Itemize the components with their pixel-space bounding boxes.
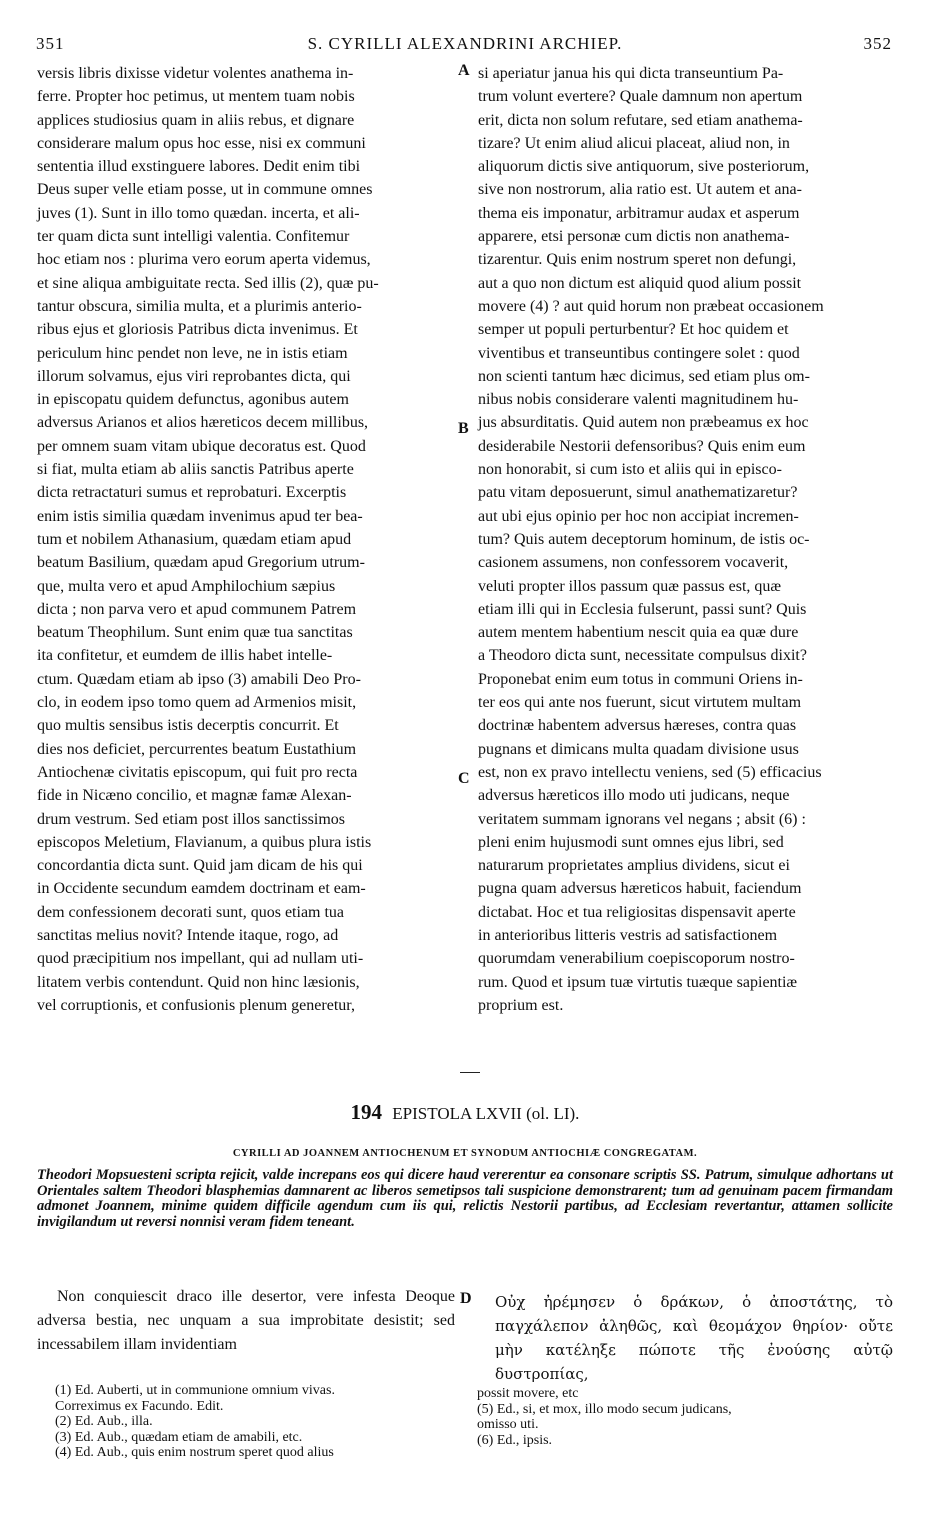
epistle-subtitle: CYRILLI AD JOANNEM ANTIOCHENUM ET SYNODUM ANTIOCHIÆ CONGREGATAM. [232, 1148, 698, 1159]
text-line: dies nos deficiet, percurrentes beatum Eustathium [37, 740, 357, 758]
text-line: juves (1). Sunt in illo tomo quædan. incerta, et ali- [37, 204, 360, 222]
text-line: ita confitetur, et eumdem de illis habet intelle- [37, 647, 333, 665]
footnote: (3) Ed. Aub., quædam etiam de amabili, etc. [55, 1429, 303, 1445]
text-line: Deus super velle etiam posse, ut in commune omnes [37, 181, 373, 199]
text-line: tum? Quis autem deceptorum hominum, de istis oc- [478, 530, 810, 548]
footnote: (1) Ed. Auberti, ut in communione omnium vivas. [55, 1383, 335, 1398]
text-line: aut ubi ejus opinio per hoc non accipiat incremen- [478, 507, 799, 525]
text-line: quorumdam venerabilium coepiscoporum nostro- [478, 950, 795, 968]
text-line: in Occidente secundum eamdem doctrinam et eam- [37, 880, 366, 898]
text-line: sententia illud exstinguere labores. Dedit enim tibi [37, 158, 361, 176]
text-line: dicta retractaturi sumus et reprobaturi. Excerptis [37, 484, 347, 502]
section-divider [460, 1072, 480, 1073]
page-number-left: 351 [36, 34, 65, 53]
text-line: pugnans et dimicans multa quadam divisione usus [478, 740, 799, 758]
footnotes-left [55, 1383, 465, 1461]
epistle-heading [0, 1100, 930, 1125]
text-line: non scienti tantum hæc dicimus, sed etiam plus om- [478, 367, 810, 385]
footnote: (2) Ed. Aub., illa. [55, 1414, 153, 1429]
text-line: in episcopatu quidem defunctus, agonibus autem [37, 391, 349, 409]
text-line: beatum Theophilum. Sunt enim quæ tua sanctitas [37, 624, 353, 642]
text-line: fide in Nicæno concilio, et magnæ famæ Alexan- [37, 787, 352, 805]
text-line: movere (4) ? aut quid horum non præbeat occasionem [478, 297, 824, 315]
latin-text [37, 1285, 455, 1357]
text-line: apparere, etsi personæ cum dictis non anathema- [478, 228, 790, 246]
text-line: tizare? Ut enim aliud alicui placeat, aliud non, in [478, 134, 790, 152]
text-line: sanctitas melius novit? Intende itaque, rogo, ad [37, 926, 339, 944]
text-line: autem mentem habentium nescit quia ea quæ dure [478, 624, 799, 642]
text-line: Proponebat enim eum totus in communi Oriens in- [478, 670, 803, 688]
text-line: rum. Quod et ipsum tuæ virtutis tuæque sapientiæ [478, 973, 798, 991]
text-line: nibus nobis considerare valenti magnitudinem hu- [478, 391, 799, 409]
text-line: pugna quam adversus hæreticos habuit, faciendum [478, 880, 802, 898]
text-line: viventibus et transeuntibus contingere solet : quod [478, 344, 800, 362]
text-line: est, non ex pravo intellectu veniens, sed (5) efficacius [478, 763, 822, 781]
text-line: jus absurditatis. Quid autem non præbeamus ex hoc [478, 414, 809, 432]
text-line: tum et nobilem Athanasium, quædam etiam apud [37, 530, 352, 548]
section-marker-d: D [460, 1290, 472, 1307]
footnote: (6) Ed., ipsis. [477, 1432, 553, 1448]
text-line: hoc etiam nos : plurima vero eorum aperta videmus, [37, 251, 371, 269]
text-line: quod præcipitium nos impellant, qui ad nullam uti- [37, 950, 364, 968]
text-line: aliquorum dictis sive antiquorum, sive posteriorum, [478, 158, 810, 176]
text-line: beatum Basilium, quædam apud Gregorium utrum- [37, 554, 365, 572]
text-line: patu vitam deposuerunt, simul anathematizaretur? [478, 484, 798, 502]
text-line: doctrinæ habentem adversus hæreses, contra quas [478, 717, 797, 735]
text-line: etiam illi qui in Ecclesia fulserunt, passi sunt? Quis [478, 600, 807, 618]
text-line: dictabat. Hoc et tua religiositas dispensavit aperte [478, 903, 796, 921]
text-line: periculum hinc pendet non leve, ne in istis etiam [37, 344, 348, 362]
text-line: drum vestrum. Sed etiam post illos sanctissimos [37, 810, 345, 828]
text-line: dem confessionem decorati sunt, quos etiam tua [37, 903, 345, 921]
section-marker-b: B [458, 420, 469, 437]
right-column [478, 62, 894, 1017]
text-line: trum volunt evertere? Quale damnum non apertum [478, 88, 803, 106]
text-line: casionem assumens, non confessorem vocaverit, [478, 554, 789, 572]
text-line: in anterioribus litteris vestris ad satisfactionem [478, 926, 778, 944]
latin-paragraph: Non conquiescit draco ille desertor, vere infesta Deoque adversa bestia, nec unquam a sua improbitate desistit; sed incessabilem illam invidentiam [37, 1288, 455, 1353]
text-line: ter eos qui ante nos fuerunt, sicut virtutem multam [478, 694, 802, 712]
text-line: semper ut populi perturbentur? Et hoc quidem et [478, 321, 789, 339]
epistle-title: EPISTOLA LXVII (ol. LI). [392, 1104, 580, 1123]
text-line: naturarum proprietates amplius dividens, sicut ei [478, 857, 790, 875]
running-title: S. CYRILLI ALEXANDRINI ARCHIEP. [307, 34, 623, 53]
text-line: considerare malum opus hoc esse, nisi ex communi [37, 134, 366, 152]
text-line: sive non nostrorum, alia ratio est. Ut autem et ana- [478, 181, 802, 199]
text-line: tantur obscura, similia multa, et a plurimis anterio- [37, 297, 362, 315]
text-line: dicta ; non parva vero et apud communem Patrem [37, 600, 357, 618]
text-line: ribus ejus et gloriosis Patribus dicta invenimus. Et [37, 321, 358, 339]
section-marker-c: C [458, 770, 470, 787]
text-line: et sine aliqua ambiguitate recta. Sed illis (2), quæ pu- [37, 274, 379, 292]
text-line: Antiochenæ civitatis episcopum, qui fuit pro recta [37, 763, 358, 781]
text-line: pleni enim hujusmodi sunt omnes ejus libri, sed [478, 833, 784, 851]
text-line: per omnem suam vitam ubique decoratus est. Quod [37, 437, 366, 455]
text-line: veritatem summam ignorans vel negans ; absit (6) : [478, 810, 806, 828]
page-number-right: 352 [863, 34, 892, 53]
text-line: erit, dicta non solum refutare, sed etiam anathema- [478, 111, 803, 129]
text-line: si aperiatur janua his qui dicta transeuntium Pa- [478, 65, 784, 82]
text-line: applices studiosius quam in aliis rebus, et dignare [37, 111, 355, 129]
footnote: omisso uti. [477, 1417, 539, 1432]
footnote: (5) Ed., si, et mox, illo modo secum judicans, [477, 1401, 732, 1417]
text-line: proprium est. [478, 996, 564, 1014]
text-line: non honorabit, si cum isto et aliis qui in episco- [478, 461, 782, 479]
text-line: que, multa vero et apud Amphilochium sæpius [37, 577, 336, 595]
greek-text: Οὐχ ἠρέμησεν ὁ δράκων, ὁ ἀποστάτης, τὸ παγχάλεπον ἀληθῶς, καὶ θεομάχον θηρίον· οὔτε μὴν κατέληξε πώποτε τῆς ἐνούσης αὐτῷ δυστροπίας, [495, 1293, 893, 1383]
left-column [37, 62, 455, 1017]
text-line: a Theodoro dicta sunt, necessitate compulsus dixit? [478, 647, 807, 665]
text-line: adversus Arianos et alios hæreticos decem millibus, [37, 414, 369, 432]
footnote: Correximus ex Facundo. Edit. [55, 1398, 224, 1414]
epistle-number: 194 [350, 1100, 383, 1124]
footnote: possit movere, etc [477, 1386, 579, 1401]
text-line: litatem verbis contendunt. Quid non hinc læsionis, [37, 973, 360, 991]
text-line: aut a quo non dictum est aliquid quod alium possit [478, 274, 802, 292]
footnote: (4) Ed. Aub., quis enim nostrum speret quod alius [55, 1445, 334, 1460]
running-header [0, 34, 930, 58]
text-line: si fiat, multa etiam ab aliis sanctis Patribus aperte [37, 461, 354, 479]
text-line: illorum solvamus, ejus viri reprobantes dicta, qui [37, 367, 351, 385]
text-line: ter quam dicta sunt intelligi valentia. Confitemur [37, 228, 350, 246]
epistle-summary: Theodori Mopsuesteni scripta rejicit, valde increpans eos qui dicere haud vererentur ea consonare scriptis SS. Patrum, simulque adhortans ut Orientales saltem Theodori blasphemias damnarent ac liberos semetipsos tali suspicione demonstrarent; tum ad genuinam pacem firmandam admonet Joannem, minime quidem difficile agendum cum iis qui, relictis Nestorii partibus, ad Ecclesiam revertantur, attamen sollicite invigilandum ut reversi nonnisi veram fidem teneant. [37, 1167, 893, 1230]
footnotes-right [477, 1386, 897, 1448]
text-line: vel corruptionis, et confusionis plenum generetur, [37, 996, 355, 1014]
text-line: quo multis sensibus istis decerptis concurrit. Et [37, 717, 339, 735]
text-line: versis libris dixisse videtur volentes anathema in- [37, 65, 354, 82]
section-marker-a: A [458, 62, 470, 79]
text-line: concordantia dicta sunt. Quid jam dicam de his qui [37, 857, 363, 875]
text-line: ferre. Propter hoc petimus, ut mentem tuam nobis [37, 88, 355, 106]
text-line: clo, in eodem ipso tomo quem ad Armenios misit, [37, 694, 357, 712]
text-line: ctum. Quædam etiam ab ipso (3) amabili Deo Pro- [37, 670, 361, 688]
text-line: enim istis similia quædam invenimus apud ter bea- [37, 507, 363, 525]
text-line: episcopos Meletium, Flavianum, a quibus plura istis [37, 833, 372, 851]
text-line: thema eis imponatur, arbitramur audax et asperum [478, 204, 800, 222]
text-line: desiderabile Nestorii defensoribus? Quis enim eum [478, 437, 806, 455]
text-line: tizarentur. Quis enim nostrum speret non defungi, [478, 251, 797, 269]
text-line: veluti propter illos passum quæ passus est, quæ [478, 577, 782, 595]
text-line: adversus hæreticos illo modo uti judicans, neque [478, 787, 790, 805]
